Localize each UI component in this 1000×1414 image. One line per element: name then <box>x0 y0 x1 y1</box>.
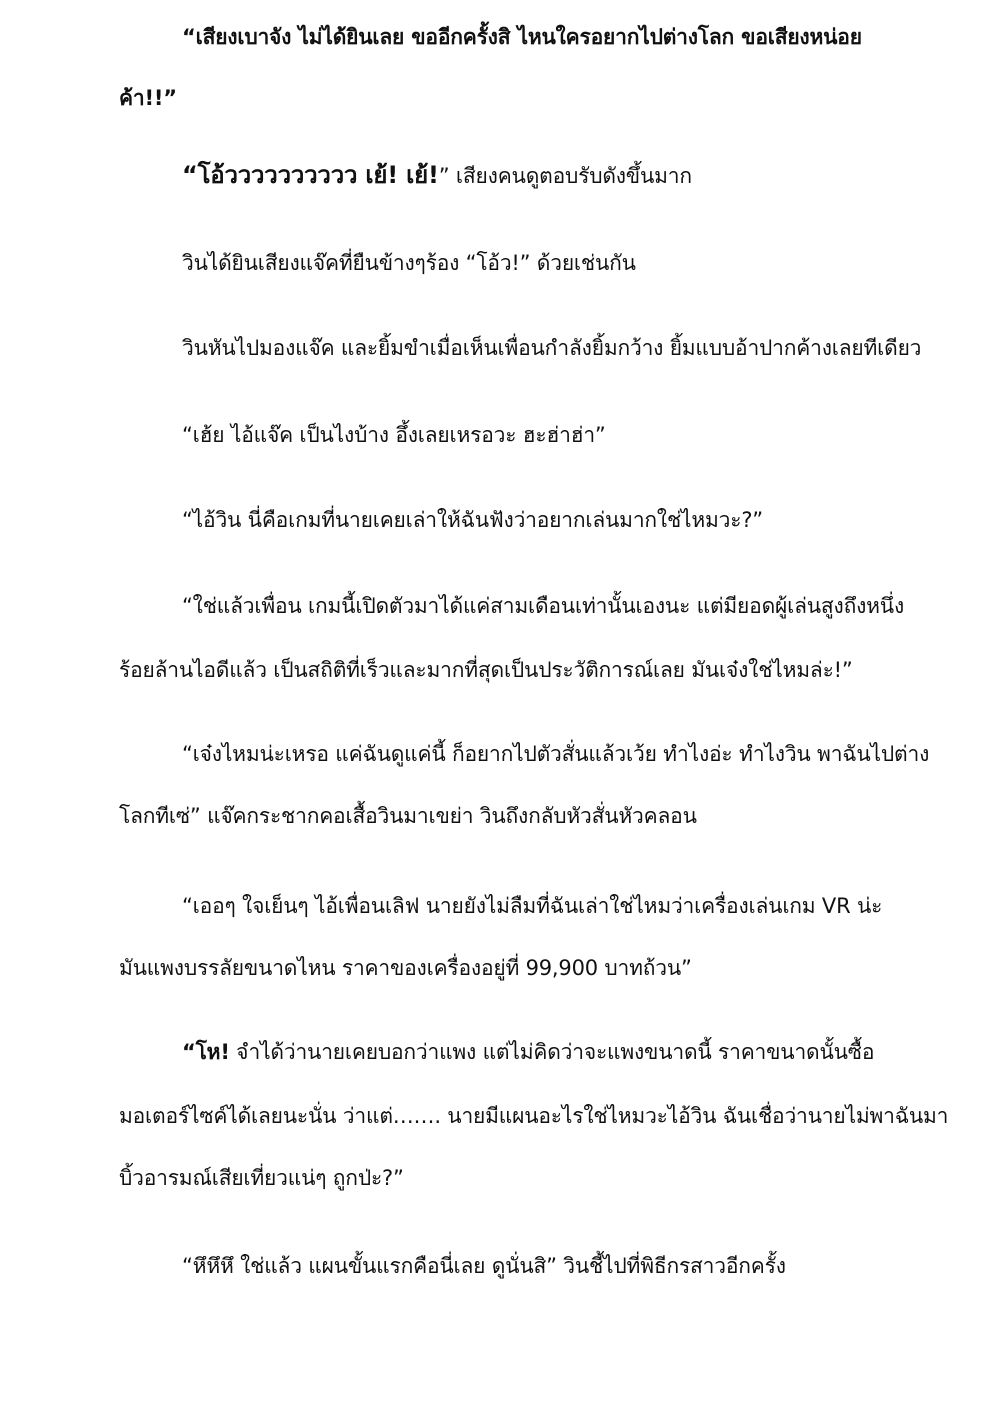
paragraph-3-line-1 <box>182 248 636 278</box>
text-segment: ” เสียงคนดูตอบรับดังขึ้นมาก <box>438 164 692 188</box>
paragraph-9-line-1 <box>182 891 882 921</box>
paragraph-6-line-1 <box>182 505 763 535</box>
text-segment: วินได้ยินเสียงแจ๊คที่ยืนข้างๆร้อง “โอ้ว!” ด้วยเช่นกัน <box>182 251 636 275</box>
paragraph-5-line-1 <box>182 420 606 450</box>
text-segment: “ใช่แล้วเพื่อน เกมนี้เปิดตัวมาได้แค่สามเดือนเท่านั้นเองนะ แต่มียอดผู้เล่นสูงถึงหนึ่ง <box>182 594 905 618</box>
text-segment: “โห! <box>182 1040 230 1064</box>
text-segment: มอเตอร์ไซค์ได้เลยนะนั่น ว่าแต่……. นายมีแผนอะไรใช่ไหมวะไอ้วิน ฉันเชื่อว่านายไม่พาฉันมา <box>119 1104 949 1128</box>
text-segment: บิ้วอารมณ์เสียเที่ยวแน่ๆ ถูกป่ะ?” <box>119 1166 404 1190</box>
text-segment: ค้า!!” <box>119 86 177 110</box>
text-segment: จำได้ว่านายเคยบอกว่าแพง แต่ไม่คิดว่าจะแพงขนาดนี้ ราคาขนาดนั้นซื้อ <box>229 1040 875 1064</box>
paragraph-1-line-2 <box>119 83 177 113</box>
text-segment: “ไอ้วิน นี่คือเกมที่นายเคยเล่าให้ฉันฟังว่าอยากเล่นมากใช่ไหมวะ?” <box>182 508 763 532</box>
text-segment: “เออๆ ใจเย็นๆ ไอ้เพื่อนเลิฟ นายยังไม่ลืมที่ฉันเล่าใช่ไหมว่าเครื่องเล่นเกม VR น่ะ <box>182 894 883 918</box>
text-segment: วินหันไปมองแจ๊ค และยิ้มขำเมื่อเห็นเพื่อนกำลังยิ้มกว้าง ยิ้มแบบอ้าปากค้างเลยทีเดียว <box>182 336 922 360</box>
paragraph-8-line-1 <box>182 739 929 769</box>
paragraph-7-line-2 <box>119 655 853 685</box>
paragraph-9-line-2 <box>119 953 692 983</box>
paragraph-10-line-2 <box>119 1101 948 1131</box>
paragraph-10-line-1 <box>182 1037 874 1067</box>
text-segment: “เจ๋งไหมน่ะเหรอ แค่ฉันดูแค่นี้ ก็อยากไปตัวสั่นแล้วเว้ย ทำไงอ่ะ ทำไงวิน พาฉันไปต่าง <box>182 742 930 766</box>
paragraph-2-line-1 <box>182 160 692 191</box>
paragraph-11-line-1 <box>182 1251 786 1281</box>
text-segment: ร้อยล้านไอดีแล้ว เป็นสถิติที่เร็วและมากที่สุดเป็นประวัติการณ์เลย มันเจ๋งใช่ไหมล่ะ!” <box>119 658 853 682</box>
text-segment: “หึหึหึ ใช่แล้ว แผนขั้นแรกคือนี่เลย ดูนั่นสิ” วินชี้ไปที่พิธีกรสาวอีกครั้ง <box>182 1254 786 1278</box>
paragraph-7-line-1 <box>182 591 904 621</box>
paragraph-8-line-2 <box>119 801 697 831</box>
paragraph-10-line-3 <box>119 1163 404 1193</box>
text-segment: “โอ้วววววววววว เย้! เย้! <box>182 161 439 189</box>
text-segment: “เฮ้ย ไอ้แจ๊ค เป็นไงบ้าง อึ้งเลยเหรอวะ ฮะฮ่าฮ่า” <box>182 423 606 447</box>
text-segment: โลกทีเซ่” แจ๊คกระชากคอเสื้อวินมาเขย่า วินถึงกลับหัวสั่นหัวคลอน <box>119 804 697 828</box>
text-segment: “เสียงเบาจัง ไม่ได้ยินเลย ขออีกครั้งสิ ไหนใครอยากไปต่างโลก ขอเสียงหน่อย <box>182 25 862 49</box>
paragraph-4-line-1 <box>182 333 921 363</box>
text-segment: มันแพงบรรลัยขนาดไหน ราคาของเครื่องอยู่ที่ 99,900 บาทถ้วน” <box>119 956 692 980</box>
paragraph-1-line-1 <box>182 22 862 52</box>
